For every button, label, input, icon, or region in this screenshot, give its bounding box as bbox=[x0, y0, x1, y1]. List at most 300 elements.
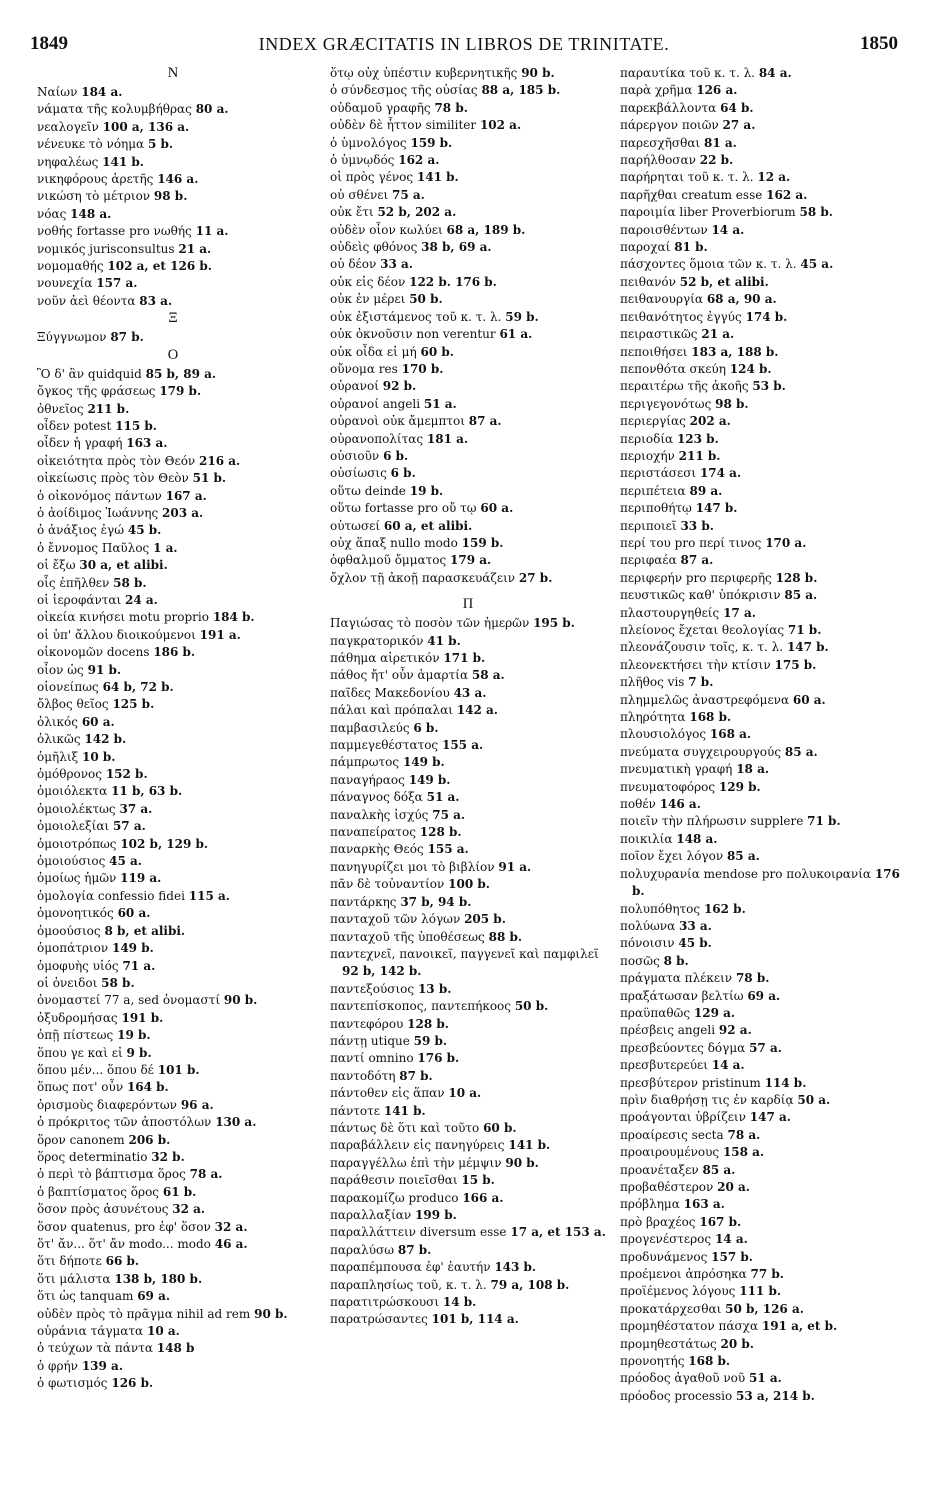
entry-term: οὐράνια τάγματα bbox=[37, 1324, 144, 1339]
entry-term: ὁλικῶς bbox=[37, 732, 81, 747]
entry-reference: 92 b. bbox=[382, 379, 417, 394]
entry-term: οὐ δέον bbox=[330, 257, 377, 272]
index-entry bbox=[620, 744, 900, 761]
entry-reference: 60 a. bbox=[792, 692, 826, 707]
entry-term: περαιτέρω τῆς ἀκοῆς bbox=[620, 379, 749, 394]
entry-reference: 61 b. bbox=[162, 1184, 197, 1199]
index-entry bbox=[37, 329, 309, 346]
entry-term: ὁ φωτισμός bbox=[37, 1376, 108, 1391]
entry-term: περιποθήτῳ bbox=[620, 501, 692, 516]
entry-term: ὁ ὑμνολόγος bbox=[330, 135, 407, 150]
entry-reference: 155 a. bbox=[441, 738, 484, 753]
entry-reference: 88 b. bbox=[488, 929, 523, 944]
entry-reference: 78 b. bbox=[434, 100, 468, 115]
entry-reference: 24 a. bbox=[125, 592, 158, 607]
entry-term: ὁ βαπτίσματος ὅρος bbox=[37, 1184, 160, 1199]
entry-term: ὅτ' ἄν... ὅτ' ἄν modo... modo bbox=[37, 1237, 211, 1251]
index-entry bbox=[330, 1033, 606, 1050]
entry-reference: 149 b. bbox=[111, 941, 154, 956]
index-entry bbox=[37, 714, 309, 731]
section-letter: O bbox=[167, 346, 179, 363]
entry-term: παμμεγεθέστατος bbox=[330, 738, 439, 753]
entry-term: περιποιεῖ bbox=[620, 518, 677, 533]
entry-term: πανταχοῦ τῆς ὑποθέσεως bbox=[330, 929, 485, 944]
index-entry bbox=[330, 222, 606, 239]
entry-reference: 10 a. bbox=[146, 1324, 180, 1339]
entry-reference: 27 a. bbox=[722, 118, 756, 133]
entry-term: ὀπῇ πίστεως bbox=[37, 1028, 114, 1043]
entry-term: περιγεγονότως bbox=[620, 396, 712, 411]
entry-term: ὅπου γε καὶ εἰ bbox=[37, 1045, 123, 1060]
entry-term: οἱ ὑπ' ἄλλου διοικούμενοι bbox=[37, 627, 196, 642]
entry-reference: 141 b. bbox=[416, 170, 459, 185]
index-entry bbox=[620, 413, 900, 430]
entry-reference: 184 b. bbox=[212, 610, 255, 625]
index-entry bbox=[330, 500, 606, 517]
index-entry bbox=[330, 1085, 606, 1102]
index-entry bbox=[37, 992, 309, 1009]
index-entry bbox=[37, 696, 309, 713]
entry-term: ὁ ἀοίδιμος Ἰωάννης bbox=[37, 505, 159, 520]
entry-reference: 92 b, 142 b. bbox=[342, 964, 422, 979]
entry-reference: 11 a. bbox=[195, 224, 229, 239]
entry-term: ὅρος determinatio bbox=[37, 1149, 148, 1164]
entry-reference: 179 a. bbox=[450, 553, 492, 568]
index-entry bbox=[620, 570, 900, 587]
entry-term: προδυνάμενος bbox=[620, 1249, 708, 1264]
entry-reference: 60 a, et alibi. bbox=[383, 518, 473, 533]
entry-reference: 14 b. bbox=[442, 1295, 477, 1310]
index-entry bbox=[37, 453, 309, 470]
entry-term: ποικιλία bbox=[620, 831, 673, 846]
entry-reference: 75 a. bbox=[432, 807, 466, 822]
entry-term: παντί omnino bbox=[330, 1051, 414, 1066]
index-entry bbox=[37, 836, 309, 853]
entry-term: πεπονθότα σκεύη bbox=[620, 361, 726, 376]
index-entry bbox=[620, 100, 900, 117]
entry-reference: 60 a. bbox=[480, 501, 514, 516]
index-entry bbox=[37, 258, 309, 275]
entry-reference: 211 b. bbox=[678, 448, 721, 463]
index-entry bbox=[37, 84, 309, 101]
entry-term: ὁ οἰκονόμος πάντων bbox=[37, 488, 162, 503]
entry-reference: 195 b. bbox=[533, 616, 575, 631]
entry-reference: 168 b. bbox=[689, 710, 732, 725]
index-entry bbox=[330, 1190, 606, 1207]
entry-term: πρεσβύτερον pristinum bbox=[620, 1075, 761, 1090]
entry-reference: 148 b bbox=[156, 1341, 195, 1356]
index-entry bbox=[330, 448, 606, 465]
entry-term: οὐκ ἐξιστάμενος τοῦ κ. τ. λ. bbox=[330, 309, 502, 324]
index-entry bbox=[37, 206, 309, 223]
entry-term: νοῦν ἀεὶ θέοντα bbox=[37, 293, 136, 308]
entry-term: οἰκειότητα πρὸς τὸν Θεόν bbox=[37, 453, 196, 468]
index-entry bbox=[620, 1336, 900, 1353]
entry-term: προμηθεστάτως bbox=[620, 1336, 717, 1351]
index-entry bbox=[330, 1155, 606, 1172]
entry-reference: 158 a. bbox=[722, 1145, 765, 1160]
index-entry bbox=[620, 1057, 900, 1074]
index-entry bbox=[330, 1016, 606, 1033]
entry-reference: 59 b. bbox=[505, 309, 539, 324]
index-entry bbox=[620, 1005, 900, 1022]
index-entry bbox=[620, 918, 900, 935]
entry-term: περί του pro περί τινος bbox=[620, 535, 762, 550]
entry-reference: 100 b. bbox=[448, 877, 490, 892]
index-entry bbox=[620, 831, 900, 848]
index-entry bbox=[330, 413, 606, 430]
entry-reference: 19 b. bbox=[409, 483, 444, 498]
index-entry bbox=[330, 431, 606, 448]
entry-reference: 164 b. bbox=[126, 1080, 169, 1095]
entry-term: πανηγυρίζει μοι τὸ βιβλίον bbox=[330, 859, 495, 874]
entry-term: παροιμία liber Proverbiorum bbox=[620, 205, 796, 220]
index-entry bbox=[37, 275, 309, 292]
entry-term: προνοητής bbox=[620, 1354, 685, 1369]
entry-term: ὁ τεύχων τὰ πάντα bbox=[37, 1341, 153, 1356]
section-letter: Ξ bbox=[168, 310, 178, 327]
entry-reference: 8 b, et alibi. bbox=[104, 923, 186, 938]
index-entry bbox=[37, 1045, 309, 1062]
entry-reference: 59 b. bbox=[413, 1033, 448, 1048]
entry-reference: 5 b. bbox=[147, 137, 174, 152]
entry-reference: 21 a. bbox=[701, 327, 735, 342]
entry-term: παρεκβάλλοντα bbox=[620, 100, 717, 115]
index-entry bbox=[37, 940, 309, 957]
entry-term: ὅτι μάλιστα bbox=[37, 1271, 111, 1286]
entry-term: οὐρανοὶ οὐκ ἄμεμπτοι bbox=[330, 414, 465, 429]
index-entry bbox=[620, 169, 900, 186]
entry-reference: 45 a. bbox=[800, 257, 834, 272]
index-entry bbox=[37, 853, 309, 870]
entry-term: πνευματοφόρος bbox=[620, 779, 716, 794]
index-entry bbox=[620, 657, 900, 674]
entry-reference: 125 b. bbox=[112, 697, 155, 712]
index-entry bbox=[37, 575, 309, 592]
entry-reference: 90 b. bbox=[521, 66, 555, 80]
index-entry bbox=[620, 344, 900, 361]
index-entry bbox=[37, 1027, 309, 1044]
entry-reference: 33 a. bbox=[679, 918, 712, 933]
index-entry bbox=[37, 418, 309, 435]
entry-reference: 51 b. bbox=[192, 471, 227, 486]
index-entry bbox=[620, 1092, 900, 1109]
entry-reference: 163 a. bbox=[126, 436, 168, 451]
entry-reference: 85 a. bbox=[784, 588, 818, 603]
entry-term: προγενέστερος bbox=[620, 1232, 712, 1247]
index-entry bbox=[620, 1022, 900, 1039]
entry-term: πρεσβεύοντες δόγμα bbox=[620, 1040, 746, 1055]
entry-reference: 191 a. bbox=[199, 627, 241, 642]
index-entry bbox=[620, 1231, 900, 1248]
entry-reference: 11 b, 63 b. bbox=[111, 784, 183, 799]
index-entry bbox=[37, 1358, 309, 1375]
index-entry bbox=[620, 970, 900, 987]
entry-reference: 168 b. bbox=[688, 1354, 731, 1369]
entry-term: πολυπόθητος bbox=[620, 901, 701, 916]
entry-term: προαιρουμένους bbox=[620, 1145, 720, 1160]
entry-reference: 53 b. bbox=[752, 379, 786, 394]
entry-reference: 126 a. bbox=[696, 83, 738, 98]
entry-term: περιεργίας bbox=[620, 414, 686, 429]
entry-term: πάμπρωτος bbox=[330, 755, 400, 770]
index-entry bbox=[330, 291, 606, 308]
index-entry bbox=[330, 239, 606, 256]
entry-reference: 64 b. bbox=[720, 100, 754, 115]
entry-reference: 85 a. bbox=[726, 849, 760, 864]
entry-term: ὁλικός bbox=[37, 714, 78, 729]
entry-reference: 58 b. bbox=[799, 205, 833, 220]
entry-term: πρέσβεις angeli bbox=[620, 1023, 716, 1038]
entry-term: οὔνομα res bbox=[330, 361, 398, 376]
index-entry bbox=[330, 824, 606, 841]
entry-reference: 83 a. bbox=[139, 293, 173, 308]
entry-reference: 45 a. bbox=[109, 854, 142, 869]
page-header bbox=[30, 33, 898, 59]
entry-reference: 203 a. bbox=[162, 505, 204, 520]
entry-term: οὐρανοί bbox=[330, 379, 379, 394]
entry-term: πάρεργον ποιῶν bbox=[620, 118, 719, 133]
entry-term: παραυτίκα τοῦ κ. τ. λ. bbox=[620, 66, 755, 80]
index-entry bbox=[37, 293, 309, 310]
entry-reference: 30 a, et alibi. bbox=[79, 558, 168, 573]
index-entry bbox=[620, 274, 900, 291]
entry-term: πλημμελῶς ἀναστρεφόμενα bbox=[620, 692, 790, 707]
entry-reference: 141 b. bbox=[508, 1138, 551, 1153]
index-entry bbox=[330, 1207, 606, 1224]
entry-reference: 84 a. bbox=[758, 66, 792, 80]
entry-reference: 167 a. bbox=[165, 488, 207, 503]
index-entry bbox=[330, 65, 606, 82]
index-entry bbox=[620, 204, 900, 221]
index-entry bbox=[37, 1184, 309, 1201]
entry-term: νικηφόρους ἀρετῆς bbox=[37, 172, 154, 187]
entry-reference: 71 b. bbox=[807, 814, 841, 829]
entry-reference: 77 b. bbox=[750, 1267, 784, 1282]
entry-term: προμηθέστατον πάσχα bbox=[620, 1319, 759, 1334]
index-entry bbox=[620, 82, 900, 99]
entry-reference: 148 a. bbox=[70, 206, 112, 221]
entry-reference: 123 b. bbox=[676, 431, 719, 446]
index-entry bbox=[620, 431, 900, 448]
entry-term: ὁ σύνδεσμος τῆς οὐσίας bbox=[330, 83, 478, 98]
entry-term: ὄχλον τῇ ἀκοῇ παρασκευάζειν bbox=[330, 570, 516, 585]
entry-term: οἰκεία κινήσει motu proprio bbox=[37, 610, 209, 625]
entry-term: περιφερήν pro περιφερῆς bbox=[620, 570, 772, 585]
entry-term: οἱονείπως bbox=[37, 680, 99, 694]
index-entry bbox=[330, 894, 606, 911]
entry-term: παρήλθοσαν bbox=[620, 153, 696, 168]
entry-reference: 71 b. bbox=[787, 623, 822, 637]
index-entry bbox=[620, 813, 900, 830]
left-page-number: 1849 bbox=[30, 33, 68, 54]
index-entry bbox=[330, 720, 606, 737]
entry-reference: 147 b. bbox=[695, 501, 738, 516]
index-entry bbox=[620, 378, 900, 395]
entry-reference: 68 a, 90 a. bbox=[706, 292, 777, 307]
entry-term: παντεχνεῖ, πανοικεῖ, παγγενεῖ καὶ παμφιλεῖ bbox=[330, 946, 599, 961]
entry-term: νόας bbox=[37, 206, 67, 221]
entry-reference: 15 b. bbox=[461, 1173, 495, 1188]
entry-term: ὁμονοητικός bbox=[37, 906, 114, 921]
entry-reference: 69 a. bbox=[137, 1289, 171, 1304]
entry-term: ὀνομαστεί 77 a, sed ὀνομαστί bbox=[37, 993, 221, 1008]
index-entry bbox=[37, 870, 309, 887]
index-entry bbox=[620, 1318, 900, 1335]
entry-term: πολύωνα bbox=[620, 918, 676, 933]
entry-reference: 75 a. bbox=[392, 187, 425, 202]
entry-term: περιστάσεσι bbox=[620, 466, 697, 481]
index-entry bbox=[330, 570, 606, 587]
entry-reference: 159 b. bbox=[410, 135, 453, 150]
entry-reference: 87 a. bbox=[680, 553, 714, 568]
index-entry bbox=[37, 818, 309, 835]
entry-term: ὅρον canonem bbox=[37, 1132, 125, 1147]
entry-term: πάντοθεν εἰς ἅπαν bbox=[330, 1086, 445, 1101]
index-entry bbox=[37, 1271, 309, 1288]
index-entry bbox=[620, 326, 900, 343]
entry-term: πευστικῶς καθ' ὑπόκρισιν bbox=[620, 588, 781, 603]
entry-reference: 176 b. bbox=[632, 866, 900, 899]
entry-term: οὕτω deinde bbox=[330, 483, 406, 498]
entry-reference: 22 b. bbox=[699, 153, 734, 168]
index-entry bbox=[620, 1109, 900, 1126]
index-entry bbox=[620, 779, 900, 796]
index-entry bbox=[620, 535, 900, 552]
index-entry bbox=[620, 1162, 900, 1179]
index-entry bbox=[37, 154, 309, 171]
index-entry bbox=[330, 702, 606, 719]
index-entry bbox=[620, 448, 900, 465]
index-entry bbox=[620, 1301, 900, 1318]
index-entry bbox=[620, 500, 900, 517]
entry-term: πρόοδος processio bbox=[620, 1388, 733, 1403]
index-entry bbox=[330, 117, 606, 134]
entry-reference: 57 a. bbox=[749, 1040, 782, 1055]
entry-reference: 111 b. bbox=[739, 1284, 782, 1299]
entry-term: παμβασιλεύς bbox=[330, 720, 410, 735]
index-entry bbox=[37, 731, 309, 748]
entry-term: πλείονος ἔχεται θεολογίας bbox=[620, 623, 785, 637]
index-entry bbox=[330, 929, 606, 946]
entry-term: νομικός jurisconsultus bbox=[37, 241, 175, 256]
index-entry bbox=[620, 1144, 900, 1161]
entry-term: παρῆχθαι creatum esse bbox=[620, 187, 763, 202]
entry-reference: 13 b. bbox=[417, 981, 452, 996]
entry-reference: 216 a. bbox=[199, 453, 241, 468]
entry-reference: 60 b. bbox=[483, 1120, 517, 1135]
entry-term: ὅσον πρὸς ἀσυνέτους bbox=[37, 1202, 169, 1217]
index-entry bbox=[37, 1219, 309, 1236]
entry-reference: 139 a. bbox=[81, 1358, 123, 1373]
index-entry bbox=[330, 650, 606, 667]
entry-term: πρὶν διαθρήσῃ τις ἐν καρδίᾳ bbox=[620, 1092, 794, 1107]
entry-reference: 166 a. bbox=[462, 1190, 504, 1205]
entry-reference: 45 b. bbox=[678, 936, 712, 951]
entry-term: πλεονάζουσιν τοῖς, κ. τ. λ. bbox=[620, 640, 784, 655]
entry-reference: 168 a. bbox=[709, 727, 752, 742]
index-entry bbox=[330, 911, 606, 928]
index-entry bbox=[37, 1375, 309, 1392]
entry-term: ὁμοούσιος bbox=[37, 923, 101, 938]
index-entry bbox=[37, 958, 309, 975]
index-entry bbox=[330, 1242, 606, 1259]
entry-term: οὐσιοῦν bbox=[330, 448, 380, 463]
entry-term: περιπέτεια bbox=[620, 483, 686, 498]
entry-reference: 206 b. bbox=[128, 1132, 171, 1147]
entry-reference: 57 a. bbox=[112, 819, 146, 834]
entry-term: πρὸ βραχέος bbox=[620, 1214, 696, 1229]
index-entry bbox=[37, 627, 309, 644]
index-entry bbox=[330, 1172, 606, 1189]
entry-reference: 78 b. bbox=[735, 971, 770, 986]
index-column-2 bbox=[330, 65, 606, 1495]
entry-reference: 90 b. bbox=[254, 1306, 288, 1321]
entry-term: περιφαέα bbox=[620, 553, 677, 568]
index-entry bbox=[620, 866, 900, 901]
entry-term: ὅτῳ οὐχ ὑπέστιν κυβερνητικῆς bbox=[330, 66, 518, 80]
entry-reference: 102 a. bbox=[479, 118, 522, 133]
index-entry bbox=[37, 488, 309, 505]
index-entry bbox=[330, 518, 606, 535]
index-entry bbox=[37, 1253, 309, 1270]
index-entry bbox=[620, 361, 900, 378]
entry-reference: 170 a. bbox=[765, 535, 807, 550]
entry-reference: 162 a. bbox=[766, 187, 808, 202]
index-entry bbox=[37, 644, 309, 661]
entry-reference: 149 b. bbox=[402, 755, 445, 770]
entry-reference: 100 a, 136 a. bbox=[102, 119, 190, 134]
index-entry bbox=[37, 1323, 309, 1340]
entry-term: ὁμοίως ἡμῶν bbox=[37, 871, 117, 886]
index-entry bbox=[330, 187, 606, 204]
entry-term: πρεσβυτερεύει bbox=[620, 1058, 708, 1073]
entry-reference: 85 b, 89 a. bbox=[145, 366, 217, 381]
entry-reference: 90 b. bbox=[223, 993, 258, 1008]
entry-term: ὁ περὶ τὸ βάπτισμα ὅρος bbox=[37, 1167, 186, 1182]
entry-term: παντοδότη bbox=[330, 1068, 396, 1083]
index-entry bbox=[37, 470, 309, 487]
entry-reference: 170 b. bbox=[401, 361, 444, 376]
entry-term: πάσχοντες ὅμοια τῶν κ. τ. λ. bbox=[620, 257, 797, 272]
entry-reference: 58 b. bbox=[101, 975, 135, 990]
entry-term: προανέταξεν bbox=[620, 1162, 699, 1177]
entry-reference: 148 a. bbox=[676, 831, 718, 846]
index-entry bbox=[620, 239, 900, 256]
entry-reference: 33 b. bbox=[680, 518, 714, 533]
entry-term: παραπέμπουσα ἐφ' ἑαυτήν bbox=[330, 1260, 491, 1275]
entry-reference: 181 a. bbox=[426, 431, 469, 446]
entry-reference: 162 b. bbox=[703, 901, 746, 916]
index-entry bbox=[37, 540, 309, 557]
entry-term: οἶδεν ἡ γραφή bbox=[37, 436, 123, 451]
entry-term: παραλλαξίαν bbox=[330, 1208, 412, 1222]
index-entry bbox=[620, 1353, 900, 1370]
entry-term: παναπείρατος bbox=[330, 825, 416, 840]
entry-term: οὐρανοί angeli bbox=[330, 396, 421, 411]
index-entry bbox=[330, 841, 606, 858]
entry-term: Παγιώσας τὸ ποσὸν τῶν ἡμερῶν bbox=[330, 616, 530, 631]
entry-term: παραγγέλλω ἐπὶ τὴν μέμψιν bbox=[330, 1155, 502, 1170]
entry-reference: 147 b. bbox=[786, 640, 829, 655]
index-entry bbox=[620, 1249, 900, 1266]
entry-term: παραπλησίως τοῦ, κ. τ. λ. bbox=[330, 1277, 487, 1292]
index-entry bbox=[330, 789, 606, 806]
entry-reference: 184 a. bbox=[81, 85, 123, 99]
index-entry bbox=[620, 518, 900, 535]
index-entry bbox=[37, 171, 309, 188]
entry-reference: 27 b. bbox=[518, 570, 553, 585]
